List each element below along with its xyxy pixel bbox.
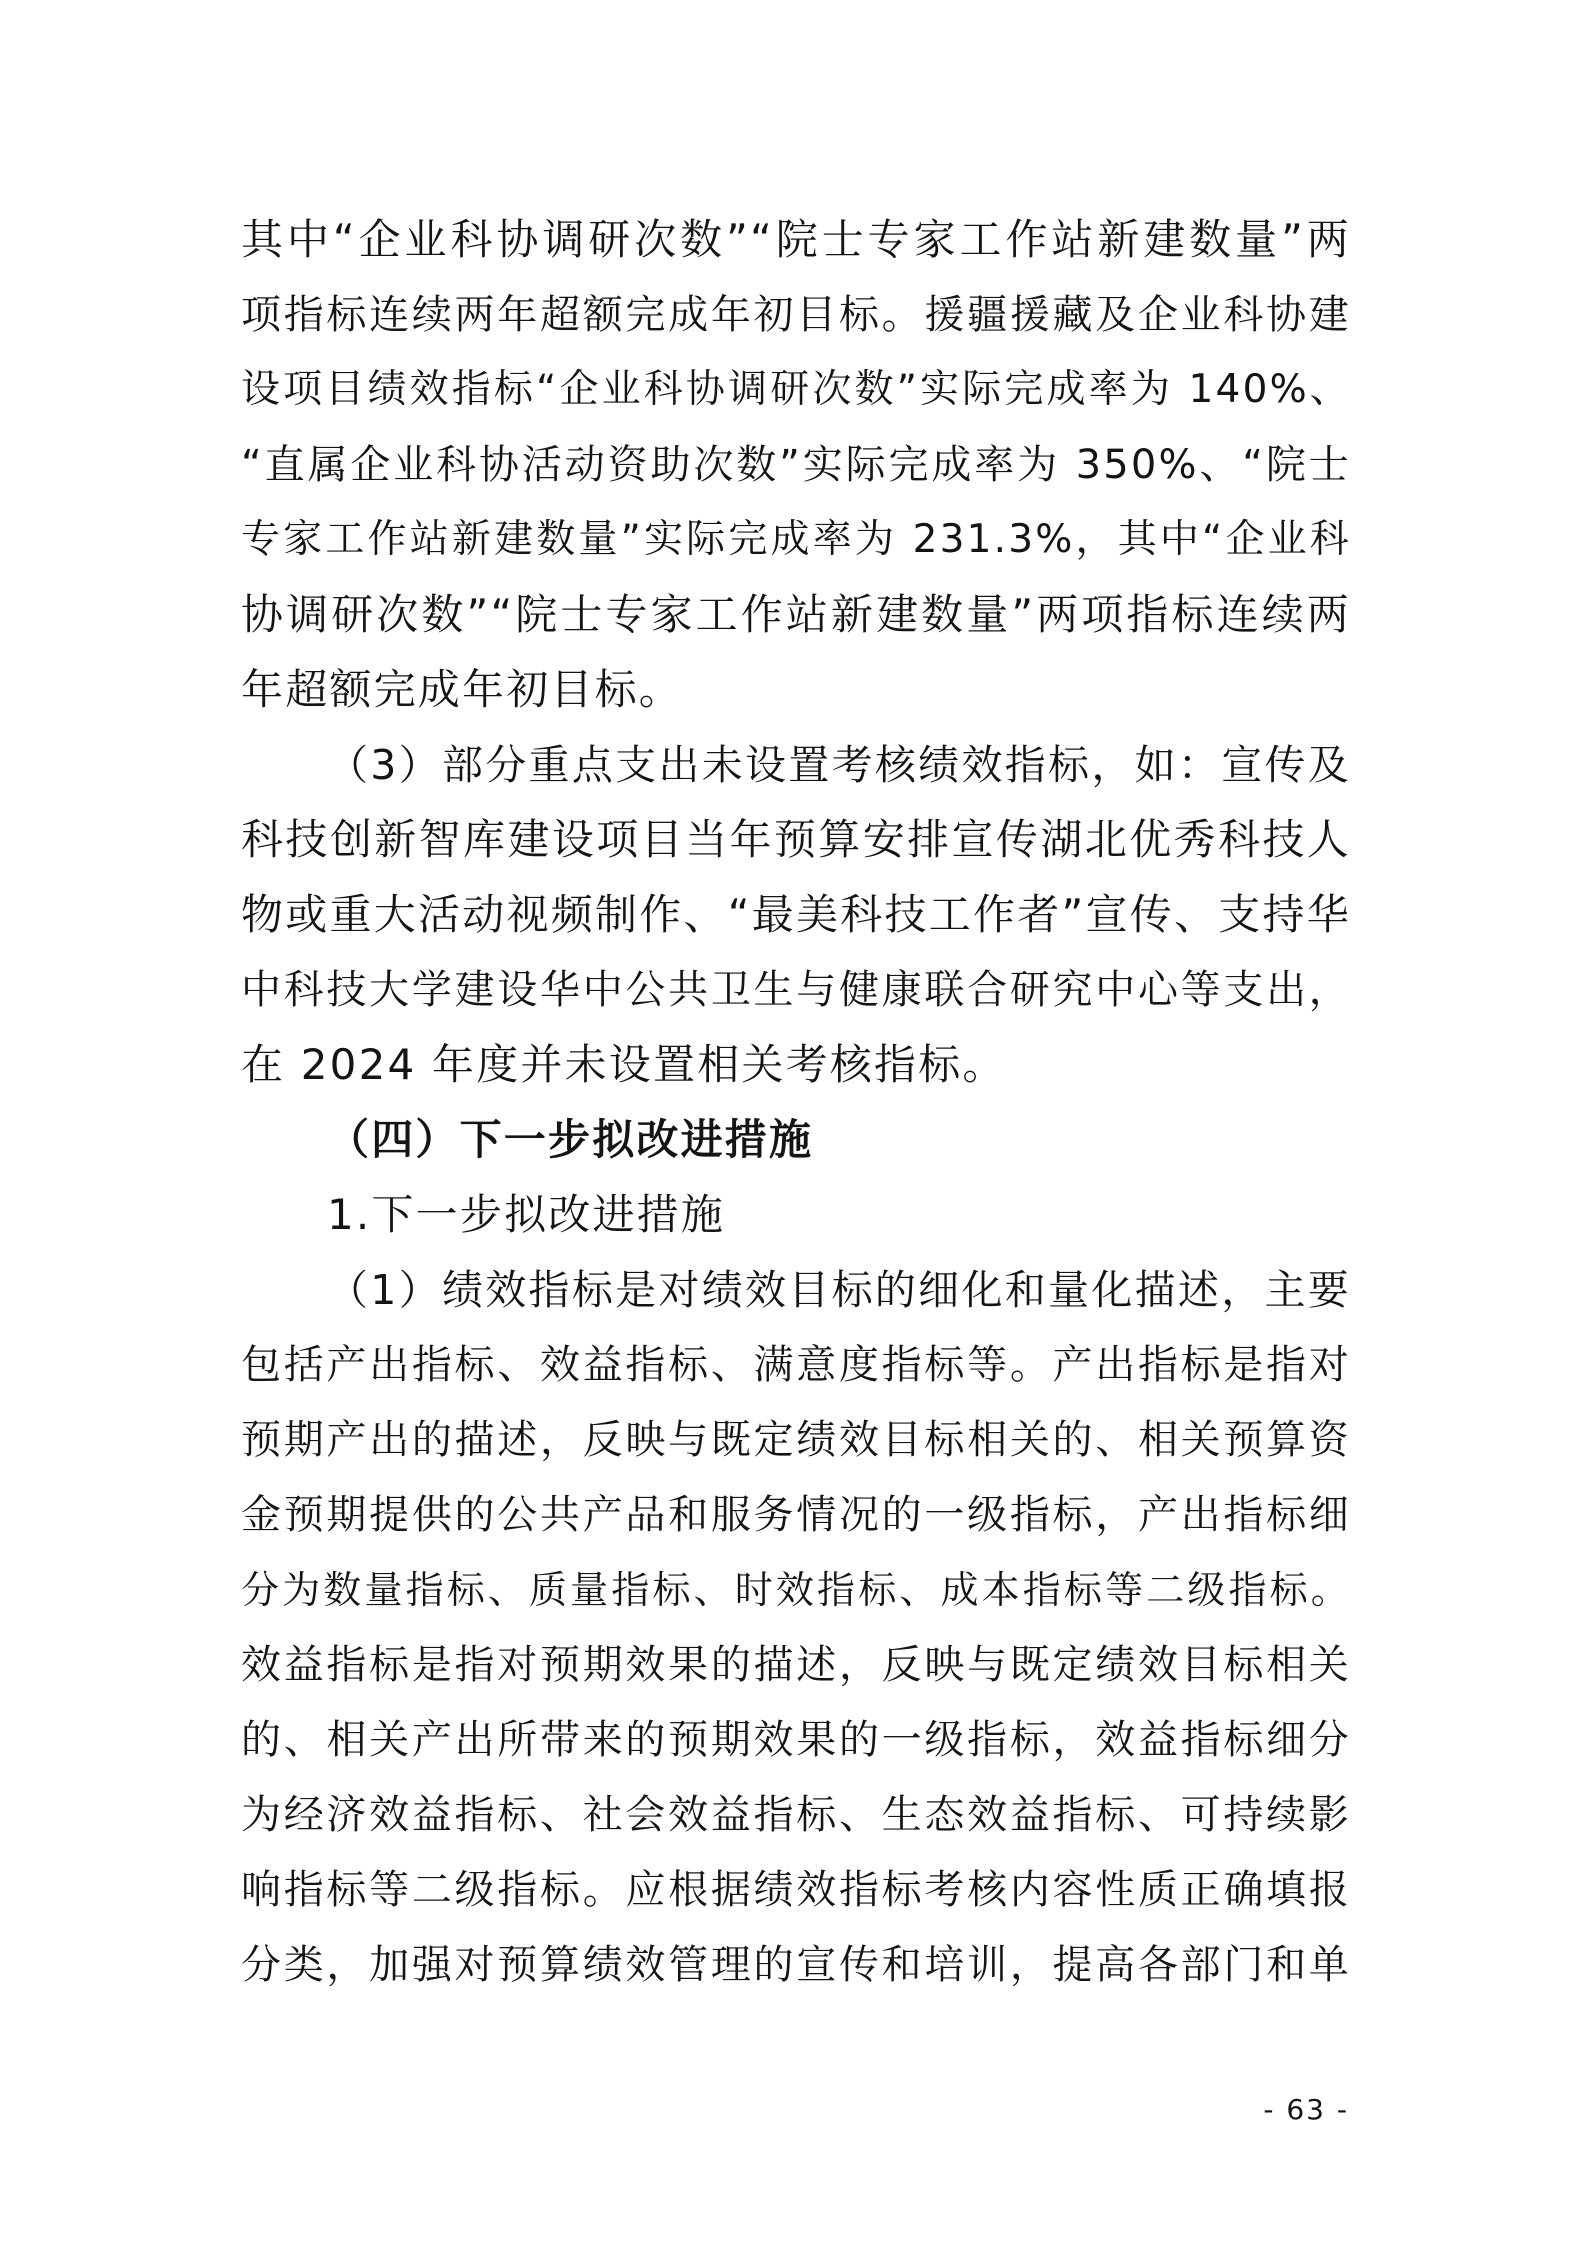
text-line: （1）绩效指标是对绩效目标的细化和量化描述，主要 xyxy=(327,1266,1351,1314)
text-line: 预期产出的描述，反映与既定绩效目标相关的、相关预算资 xyxy=(241,1417,1351,1463)
text-line: 年超额完成年初目标。 xyxy=(241,665,684,714)
text-line: 分为数量指标、质量指标、时效指标、成本指标等二级指标。 xyxy=(241,1568,1351,1612)
text-line: 的、相关产出所带来的预期效果的一级指标，效益指标细分 xyxy=(241,1717,1351,1763)
text-line: 金预期提供的公共产品和服务情况的一级指标，产出指标细 xyxy=(241,1492,1351,1538)
text-line: 设项目绩效指标“企业科协调研次数”实际完成率为 140%、 xyxy=(241,367,1351,412)
text-line: 为经济效益指标、社会效益指标、生态效益指标、可持续影 xyxy=(241,1792,1351,1838)
text-line: “直属企业科协活动资助次数”实际完成率为 350%、“院士 xyxy=(241,442,1351,488)
section-heading: （四）下一步拟改进措施 xyxy=(327,1115,814,1164)
subsection-heading: 1.下一步拟改进措施 xyxy=(327,1190,726,1239)
text-line: 科技创新智库建设项目当年预算安排宣传湖北优秀科技人 xyxy=(241,815,1351,864)
page-number: - 63 - xyxy=(1263,2093,1349,2126)
text-line: 物或重大活动视频制作、“最美科技工作者”宣传、支持华 xyxy=(241,890,1351,939)
text-line: 项指标连续两年超额完成年初目标。援疆援藏及企业科协建 xyxy=(241,292,1351,338)
text-line: 其中“企业科协调研次数”“院士专家工作站新建数量”两 xyxy=(241,215,1351,264)
text-line: 效益指标是指对预期效果的描述，反映与既定绩效目标相关 xyxy=(241,1642,1351,1688)
text-line: 包括产出指标、效益指标、满意度指标等。产出指标是指对 xyxy=(241,1342,1351,1388)
text-line: 中科技大学建设华中公共卫生与健康联合研究中心等支出， xyxy=(241,967,1351,1013)
text-line: （3）部分重点支出未设置考核绩效指标，如：宣传及 xyxy=(327,741,1351,789)
text-line: 专家工作站新建数量”实际完成率为 231.3%，其中“企业科 xyxy=(241,517,1351,562)
text-line: 分类，加强对预算绩效管理的宣传和培训，提高各部门和单 xyxy=(241,1942,1351,1988)
text-line: 响指标等二级指标。应根据绩效指标考核内容性质正确填报 xyxy=(241,1867,1351,1913)
text-line: 在 2024 年度并未设置相关考核指标。 xyxy=(241,1040,1007,1089)
text-line: 协调研次数”“院士专家工作站新建数量”两项指标连续两 xyxy=(241,590,1351,639)
